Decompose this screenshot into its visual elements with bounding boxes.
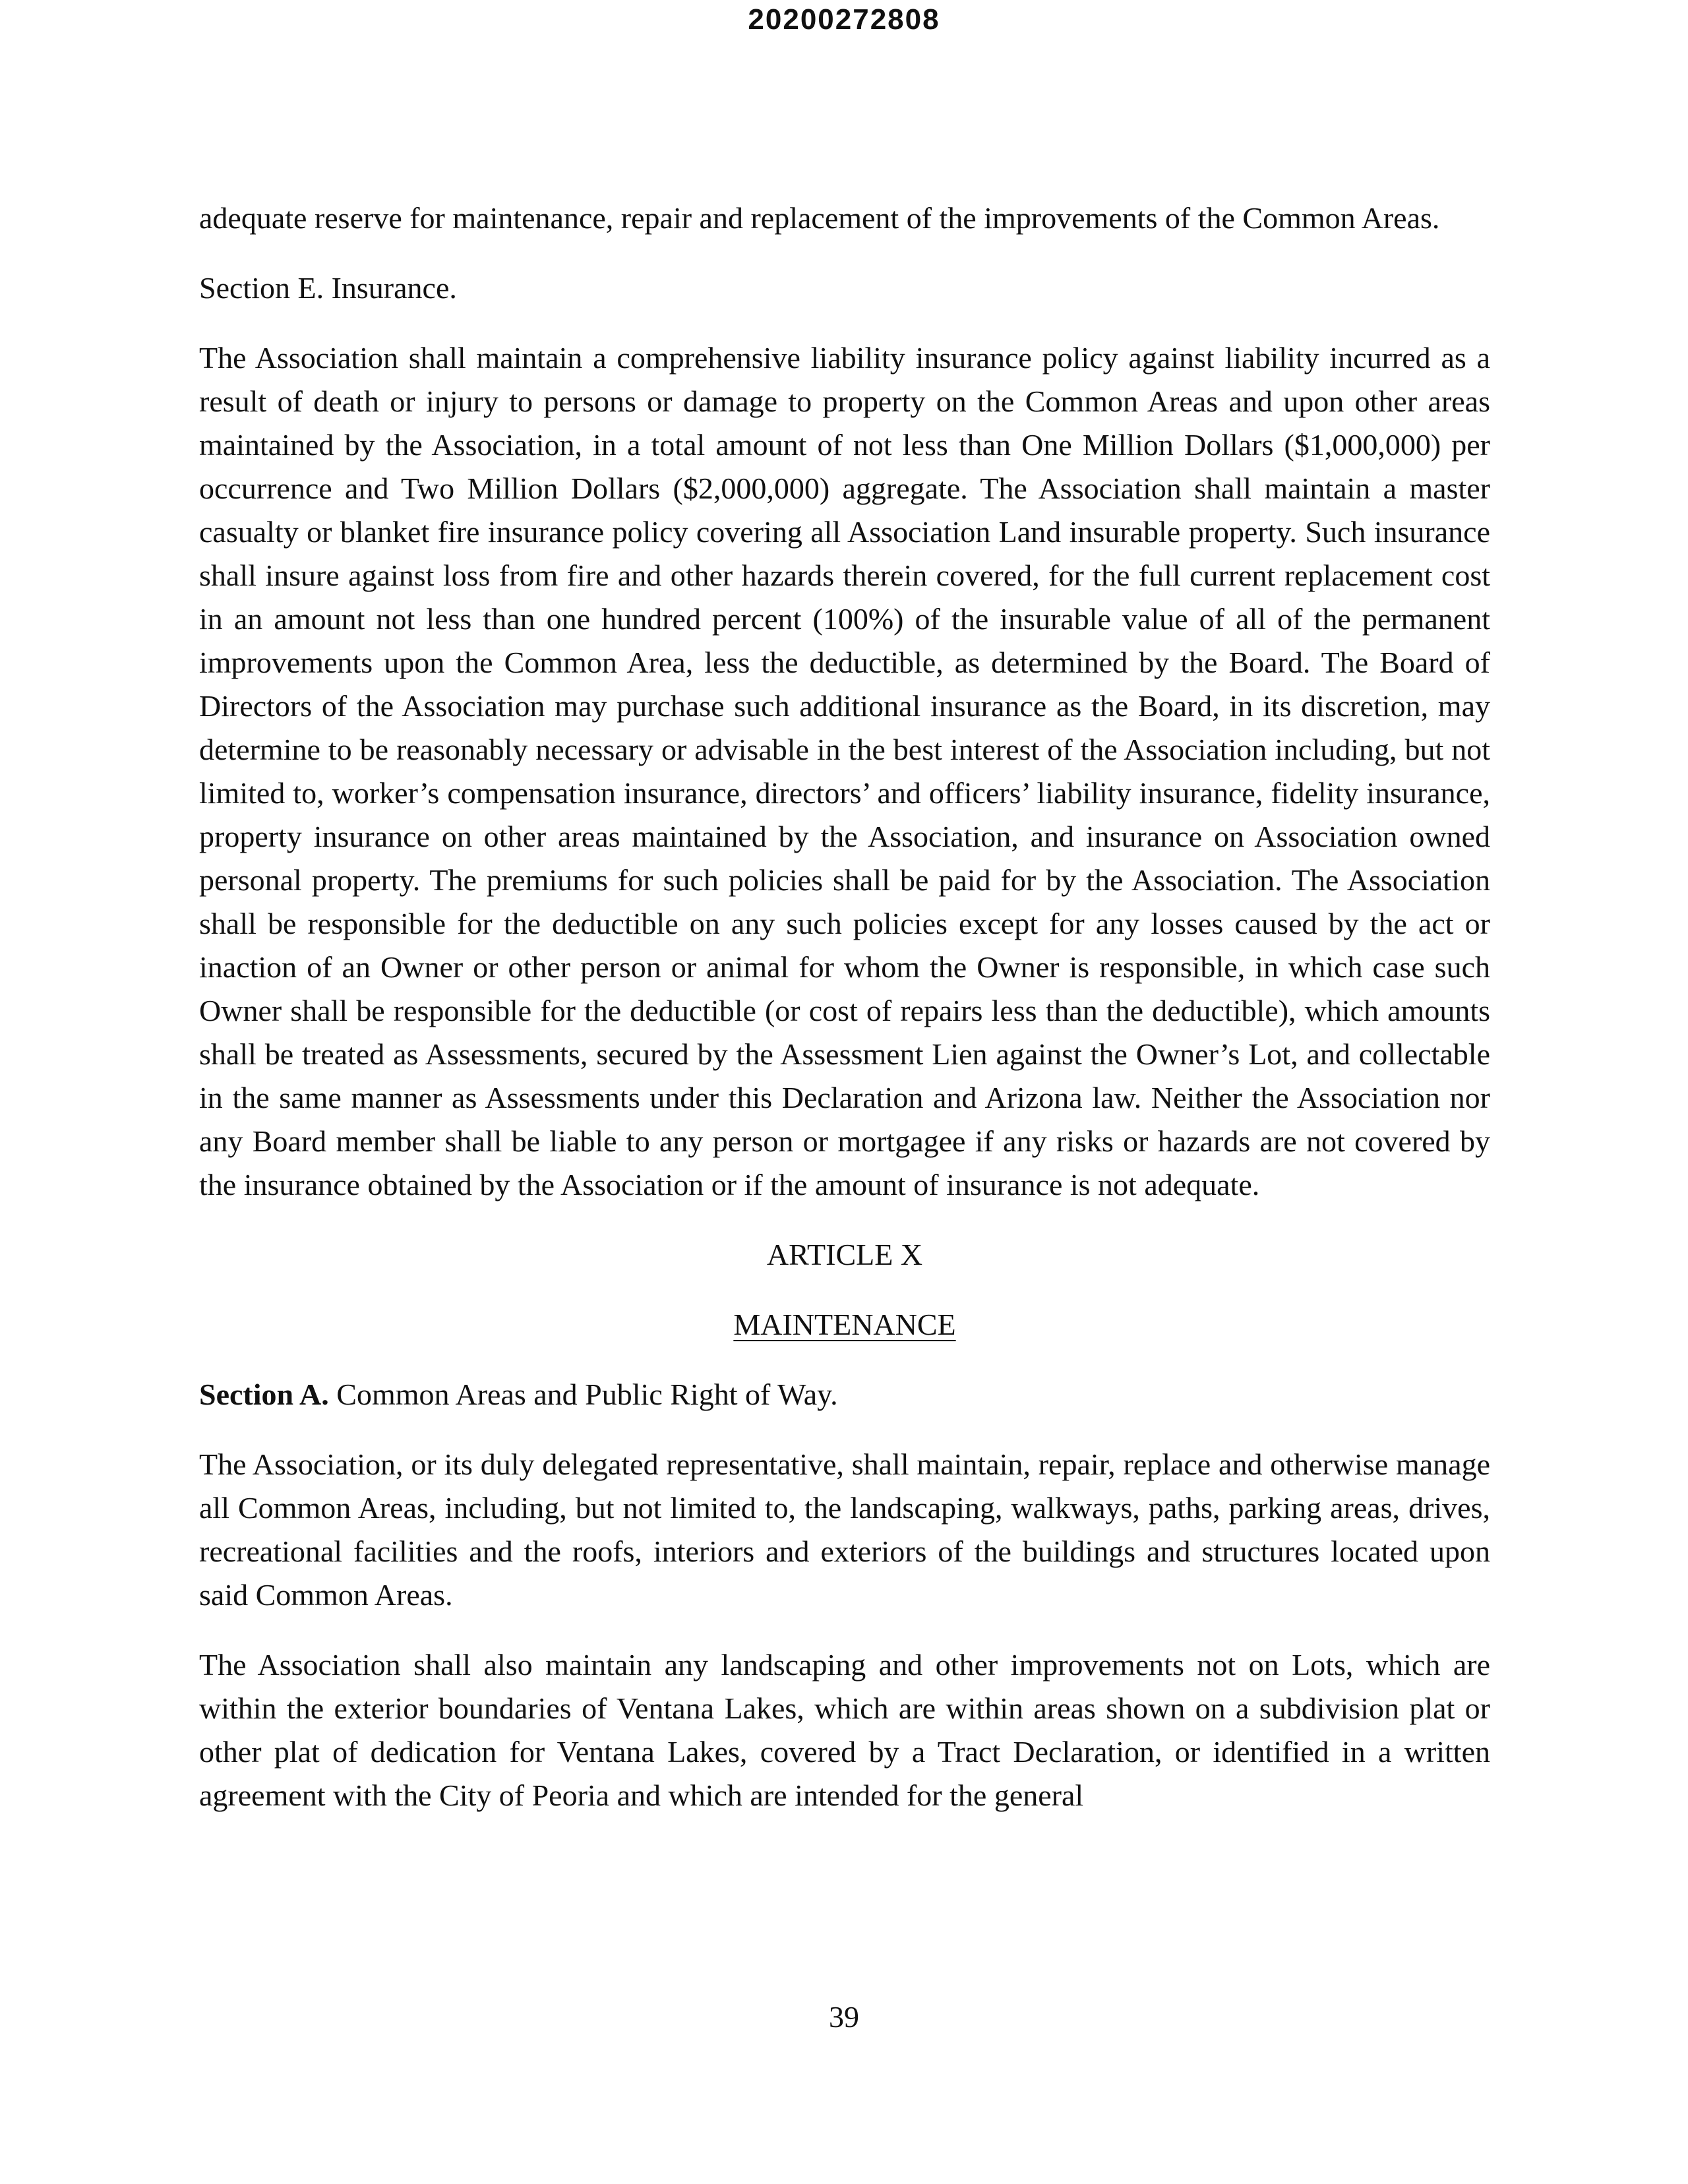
section-e-heading: Section E. Insurance.: [199, 271, 457, 305]
article-heading: ARTICLE X: [766, 1238, 923, 1271]
document-number: 20200272808: [748, 3, 940, 36]
page-number: 39: [829, 2000, 859, 2034]
document-body: [199, 197, 1490, 1844]
section-a-title: Common Areas and Public Right of Way.: [328, 1378, 838, 1411]
paragraph-landscaping: The Association shall also maintain any landscaping and other improvements not on Lots, which are within the exterior boundaries of Ventana Lakes, which are within areas shown on a subdivision plat or other plat of dedication for Ventana Lakes, covered by a Tract Declaration, or identified in a written agreement with the City of Peoria and which are intended for the general: [199, 1648, 1490, 1812]
paragraph-insurance: The Association shall maintain a comprehensive liability insurance policy against liability incurred as a result of death or injury to persons or damage to property on the Common Areas and upon other areas maintained by the Association, in a total amount of not less than One Million Dollars ($1,000,000) per occurrence and Two Million Dollars ($2,000,000) aggregate. The Association shall maintain a master casualty or blanket fire insurance policy covering all Association Land insurable property. Such insurance shall insure against loss from fire and other hazards therein covered, for the full current replacement cost in an amount not less than one hundred percent (100%) of the insurable value of all of the permanent improvements upon the Common Area, less the deductible, as determined by the Board. The Board of Directors of the Association may purchase such additional insurance as the Board, in its discretion, may determine to be reasonably necessary or advisable in the best interest of the Association including, but not limited to, worker’s compensation insurance, directors’ and officers’ liability insurance, fidelity insurance, property insurance on other areas maintained by the Association, and insurance on Association owned personal property. The premiums for such policies shall be paid for by the Association. The Association shall be responsible for the deductible on any such policies except for any losses caused by the act or inaction of an Owner or other person or animal for whom the Owner is responsible, in which case such Owner shall be responsible for the deductible (or cost of repairs less than the deductible), which amounts shall be treated as Assessments, secured by the Assessment Lien against the Owner’s Lot, and collectable in the same manner as Assessments under this Declaration and Arizona law. Neither the Association nor any Board member shall be liable to any person or mortgagee if any risks or hazards are not covered by the insurance obtained by the Association or if the amount of insurance is not adequate.: [199, 341, 1490, 1201]
paragraph-common-areas: The Association, or its duly delegated representative, shall maintain, repair, replace and otherwise manage all Common Areas, including, but not limited to, the landscaping, walkways, paths, parking areas, drives, recreational facilities and the roofs, interiors and exteriors of the buildings and structures located upon said Common Areas.: [199, 1447, 1490, 1612]
paragraph-reserve-continuation: adequate reserve for maintenance, repair and replacement of the improvements of the Common Areas.: [199, 201, 1440, 235]
article-title-text: MAINTENANCE: [733, 1308, 956, 1341]
section-a-heading: [199, 1373, 1490, 1416]
article-title: [199, 1303, 1490, 1347]
section-a-label: Section A.: [199, 1378, 329, 1411]
